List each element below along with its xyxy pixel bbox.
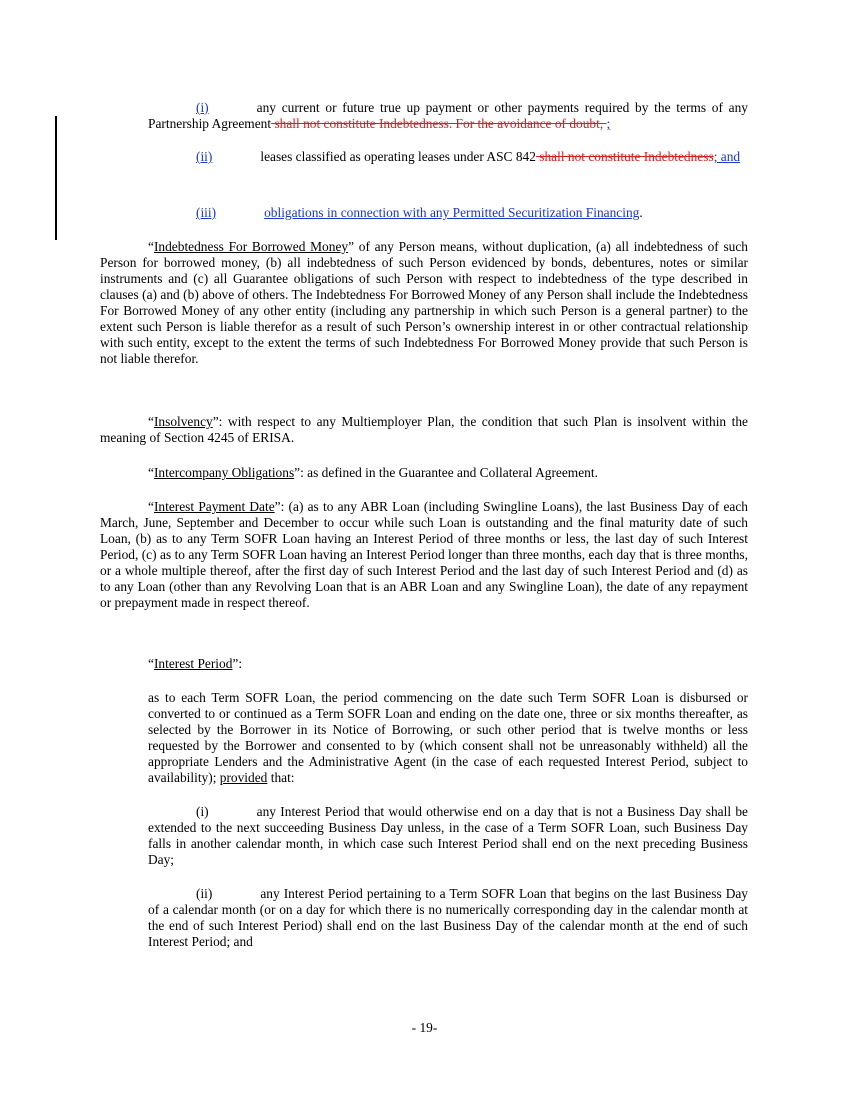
exclusion-iii-label: (iii): [196, 205, 217, 220]
page-number: - 19-: [411, 1020, 438, 1035]
def-insolvency: [100, 414, 748, 446]
exclusion-iii-tail: .: [639, 205, 643, 220]
quote-open: “: [148, 239, 154, 254]
defined-term: Interest Payment Date: [153, 499, 275, 514]
interest-period-text-end: that:: [267, 770, 295, 785]
quote-open: “: [148, 656, 154, 671]
proviso-i-text: any Interest Period that would otherwise end on a day that is not a Business Day shall be extended to the next succeeding Business Day unless, in the case of a Term SOFR Loan, such Business Day falls in another calendar month, in which case such Interest Period shall end on the next preceding Business Day;: [148, 804, 748, 867]
defined-term: Indebtedness For Borrowed Money: [153, 239, 349, 254]
def-interest-payment-date: [100, 499, 748, 611]
exclusion-ii-deleted: shall not constitute Indebtedness: [535, 149, 714, 164]
exclusion-i-inserted: ;: [606, 116, 611, 131]
exclusion-i: [148, 100, 748, 132]
exclusion-i-label: (i): [196, 100, 209, 115]
def-intercompany-obligations: [100, 465, 748, 481]
quote-open: “: [148, 499, 154, 514]
interest-period-body: [148, 690, 748, 786]
proviso-ii-text: any Interest Period pertaining to a Term SOFR Loan that begins on the last Business Day of a calendar month (or on a day for which there is no numerically corresponding day in the calendar month at the end of such Interest Period) shall end on the last Business Day of the calendar month at the end of such Interest Period; and: [148, 886, 748, 949]
exclusion-iii-inserted: obligations in connection with any Permitted Securitization Financing: [264, 205, 640, 220]
exclusion-ii-text: leases classified as operating leases under ASC 842: [260, 149, 536, 164]
definition-body: of any Person means, without duplication, (a) all indebtedness of such Person for borrowed money, (b) all indebtedness of such Person evidenced by bonds, debentures, notes or similar instruments and (c) all Guarantee obligations of such Person with respect to indebtedness of the type described in clauses (a) and (b) above of others. The Indebtedness For Borrowed Money of any Person shall include the Indebtedness For Borrowed Money of any other entity (including any partnership in which such Person is a general partner) to the extent such Person is liable therefor as a result of such Person’s ownership interest in or other contractual relationship with such entity, except to the extent the terms of such Indebtedness For Borrowed Money provide that such Person is not liable therefor.: [100, 239, 748, 366]
provided-term: provided: [219, 770, 268, 785]
proviso-ii: [148, 886, 748, 950]
change-bar: [55, 116, 57, 240]
quote-close: ”:: [294, 465, 308, 480]
exclusion-ii: [148, 149, 748, 165]
proviso-i: [148, 804, 748, 868]
quote-open: “: [148, 465, 154, 480]
quote-close: ”:: [232, 656, 243, 671]
exclusion-ii-label: (ii): [196, 149, 213, 164]
quote-close: ”:: [274, 499, 289, 514]
def-interest-period: [100, 656, 748, 672]
quote-open: “: [148, 414, 154, 429]
defined-term: Insolvency: [153, 414, 213, 429]
proviso-ii-label: (ii): [196, 886, 213, 901]
definition-body: with respect to any Multiemployer Plan, the condition that such Plan is insolvent within the meaning of Section 4245 of ERISA.: [100, 414, 749, 445]
definition-body: as defined in the Guarantee and Collateral Agreement.: [307, 465, 598, 480]
exclusion-i-text: any current or future true up payment or other payments required by the terms of any Partnership Agreement: [148, 100, 748, 131]
quote-close: ”:: [212, 414, 228, 429]
exclusion-i-deleted: shall not constitute Indebtedness. For the avoidance of doubt,: [271, 116, 607, 131]
def-indebtedness-for-borrowed-money: [100, 239, 748, 367]
defined-term: Interest Period: [153, 656, 233, 671]
definition-body: (a) as to any ABR Loan (including Swingline Loans), the last Business Day of each March, June, September and December to occur while such Loan is outstanding and the final maturity date of such Loan, (b) as to any Term SOFR Loan having an Interest Period of three months or less, the last day of such Interest Period, (c) as to any Term SOFR Loan having an Interest Period longer than three months, each day that is three months, or a whole multiple thereof, after the first day of such Interest Period and the last day of such Interest Period and (d) as to any Loan (other than any Revolving Loan that is an ABR Loan and any Swingline Loan), the date of any repayment or prepayment made in respect thereof.: [100, 499, 748, 610]
exclusion-iii: [148, 205, 748, 221]
proviso-i-label: (i): [196, 804, 209, 819]
defined-term: Intercompany Obligations: [153, 465, 295, 480]
interest-period-text: as to each Term SOFR Loan, the period commencing on the date such Term SOFR Loan is disbursed or converted to or continued as a Term SOFR Loan and ending on the date one, three or six months thereafter, as selected by the Borrower in its Notice of Borrowing, or such other period that is twelve months or less requested by the Borrower and consented to by (which consent shall not be unreasonably withheld) all the appropriate Lenders and the Administrative Agent (in the case of each requested Interest Period, subject to availability);: [148, 690, 748, 785]
quote-close: ”: [348, 239, 359, 254]
exclusion-ii-inserted: ; and: [713, 149, 741, 164]
